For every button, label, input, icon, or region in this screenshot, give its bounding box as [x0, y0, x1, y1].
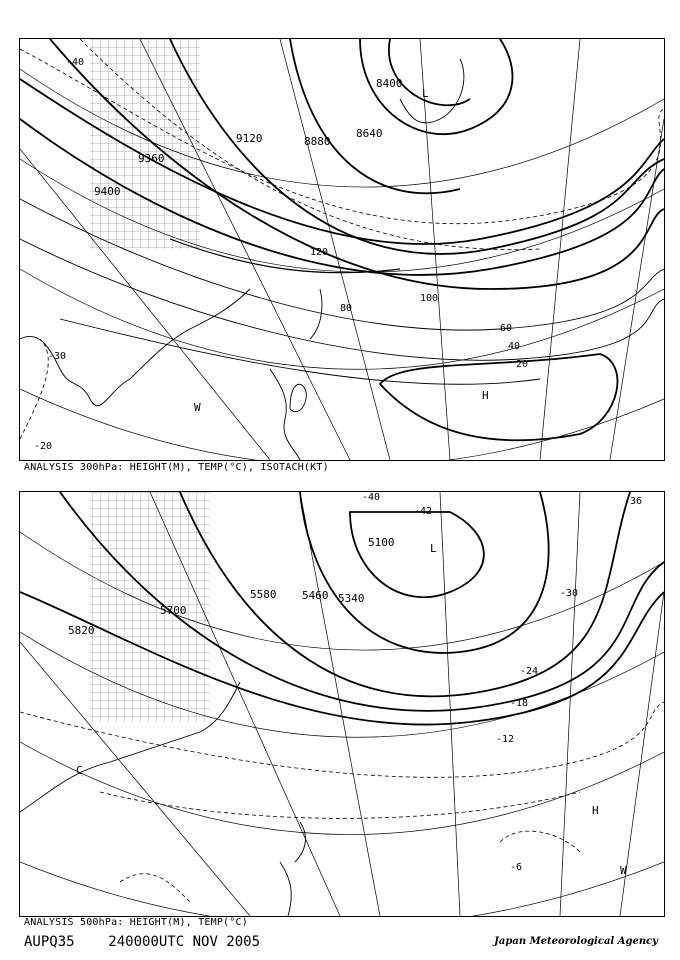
height-label-5340: 5340 [338, 592, 365, 605]
temp-label-minus24: -24 [520, 666, 539, 677]
caption-300hpa: ANALYSIS 300hPa: HEIGHT(M), TEMP(°C), ISOTACH(KT) [24, 462, 329, 473]
isotach-label-100: 100 [420, 293, 439, 304]
footer-product-line [24, 934, 260, 950]
isotach-label-80: 80 [340, 303, 353, 314]
height-label-5100: 5100 [368, 536, 395, 549]
pressure-center-w: W [620, 864, 627, 877]
pressure-center-h: H [592, 804, 599, 817]
pressure-center-l: L [430, 542, 437, 555]
height-label-9400: 9400 [94, 185, 121, 198]
map-300hpa-chart [20, 39, 664, 460]
product-code: AUPQ35 [24, 934, 75, 950]
temp-label-minus20: -20 [34, 441, 53, 452]
valid-time: 240000UTC NOV 2005 [108, 934, 261, 950]
isotach-label-20: 20 [516, 359, 529, 370]
height-label-5460: 5460 [302, 589, 329, 602]
caption-500hpa: ANALYSIS 500hPa: HEIGHT(M), TEMP(°C) [24, 917, 248, 928]
temp-label-minus12: -12 [496, 734, 515, 745]
isotach-label-120: 120 [310, 247, 329, 258]
temp-label-minus40: -40 [66, 57, 85, 68]
height-label-8880: 8880 [304, 135, 331, 148]
temp-label-minus30: -30 [560, 588, 579, 599]
temp-label-minus18: -18 [510, 698, 529, 709]
hatched-area [90, 492, 210, 722]
isotach-label-60: 60 [500, 323, 513, 334]
map-500hpa-chart [20, 492, 664, 916]
isotach-label-40: 40 [508, 341, 521, 352]
map-300hpa [19, 38, 665, 461]
agency-name: Japan Meteorological Agency [494, 936, 658, 947]
map-500hpa [19, 491, 665, 917]
height-label-9120: 9120 [236, 132, 263, 145]
pressure-center-l: L [422, 87, 429, 100]
temp-label-minus6: -6 [510, 862, 523, 873]
height-label-8400: 8400 [376, 77, 403, 90]
temp-label-minus30: -30 [48, 351, 67, 362]
pressure-center-c: C [76, 764, 83, 777]
temp-label-minus36: -36 [624, 496, 643, 507]
temp-label-minus42: -42 [414, 506, 433, 517]
pressure-center-h: H [482, 389, 489, 402]
height-label-5820: 5820 [68, 624, 95, 637]
high-pressure-contour [380, 354, 617, 440]
pressure-center-w: W [194, 401, 201, 414]
height-label-5700: 5700 [160, 604, 187, 617]
height-label-5580: 5580 [250, 588, 277, 601]
height-label-8640: 8640 [356, 127, 383, 140]
height-label-9360: 9360 [138, 152, 165, 165]
temperature-isotherms [20, 702, 664, 902]
temp-label-minus40: -40 [362, 492, 381, 503]
